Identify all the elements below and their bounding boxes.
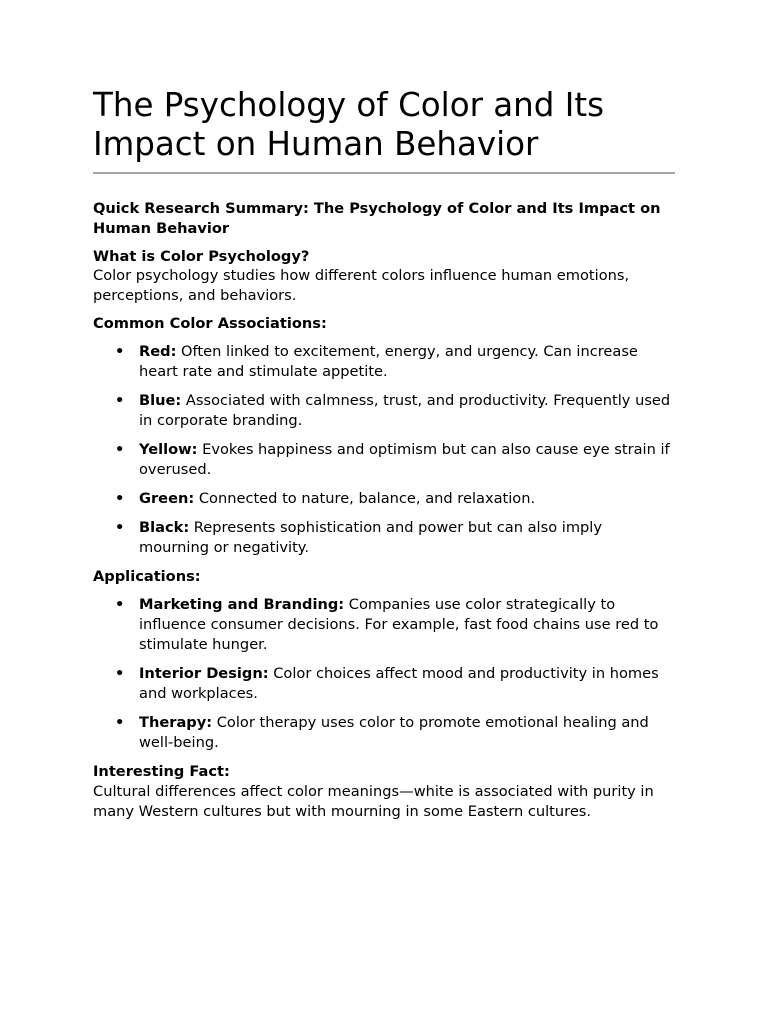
- list-item-text: Represents sophistication and power but can also imply mourning or negativity.: [139, 519, 602, 557]
- bullet-icon: •: [115, 665, 125, 683]
- list-item-text: Evokes happiness and optimism but can also cause eye strain if overused.: [139, 440, 670, 478]
- list-item: [93, 489, 675, 509]
- associations-list: [93, 342, 675, 558]
- list-item: [93, 713, 675, 753]
- list-item-term: Red:: [139, 342, 177, 360]
- list-item-term: Green:: [139, 490, 195, 508]
- applications-list: [93, 595, 675, 753]
- associations-heading: Common Color Associations:: [93, 314, 327, 332]
- list-item-term: Black:: [139, 519, 190, 537]
- list-item: [93, 391, 675, 431]
- list-item-text: Associated with calmness, trust, and productivity. Frequently used in corporate branding.: [139, 391, 671, 429]
- what-is-text: Color psychology studies how different colors influence human emotions, perceptions, and behaviors.: [93, 267, 630, 305]
- list-item-text: Connected to nature, balance, and relaxation.: [194, 490, 536, 508]
- list-item-text: Color choices affect mood and productivity in homes and workplaces.: [139, 665, 659, 702]
- list-item-term: Blue:: [139, 391, 182, 409]
- fact-text: Cultural differences affect color meanings—white is associated with purity in many Western cultures but with mourning in some Eastern cultures.: [93, 783, 654, 820]
- list-item-text: Companies use color strategically to influence consumer decisions. For example, fast food chains use red to stimulate hunger.: [139, 596, 659, 653]
- document-title: The Psychology of Color and Its Impact on Human Behavior: [93, 86, 675, 174]
- list-item: [93, 342, 675, 382]
- list-item-term: Marketing and Branding:: [139, 596, 345, 614]
- summary-heading: Quick Research Summary: The Psychology of Color and Its Impact on Human Behavior: [93, 200, 661, 237]
- list-item: [93, 664, 675, 704]
- list-item-term: Yellow:: [139, 440, 198, 458]
- list-item: [93, 518, 675, 558]
- fact-heading: Interesting Fact:: [93, 763, 230, 781]
- bullet-icon: •: [115, 596, 125, 614]
- list-item-term: Therapy:: [139, 714, 213, 732]
- bullet-icon: •: [115, 714, 125, 732]
- document-body: [93, 199, 675, 822]
- list-item-text: Often linked to excitement, energy, and urgency. Can increase heart rate and stimulate appetite.: [139, 342, 638, 380]
- what-is-heading: What is Color Psychology?: [93, 247, 310, 265]
- applications-heading: Applications:: [93, 568, 201, 586]
- bullet-icon: •: [115, 391, 125, 409]
- bullet-icon: •: [115, 440, 125, 458]
- list-item-text: Color therapy uses color to promote emotional healing and well-being.: [139, 714, 649, 752]
- bullet-icon: •: [115, 490, 125, 508]
- bullet-icon: •: [115, 342, 125, 360]
- list-item: [93, 440, 675, 480]
- document-page: [93, 86, 675, 830]
- bullet-icon: •: [115, 519, 125, 537]
- list-item-term: Interior Design:: [139, 665, 269, 683]
- list-item: [93, 595, 675, 654]
